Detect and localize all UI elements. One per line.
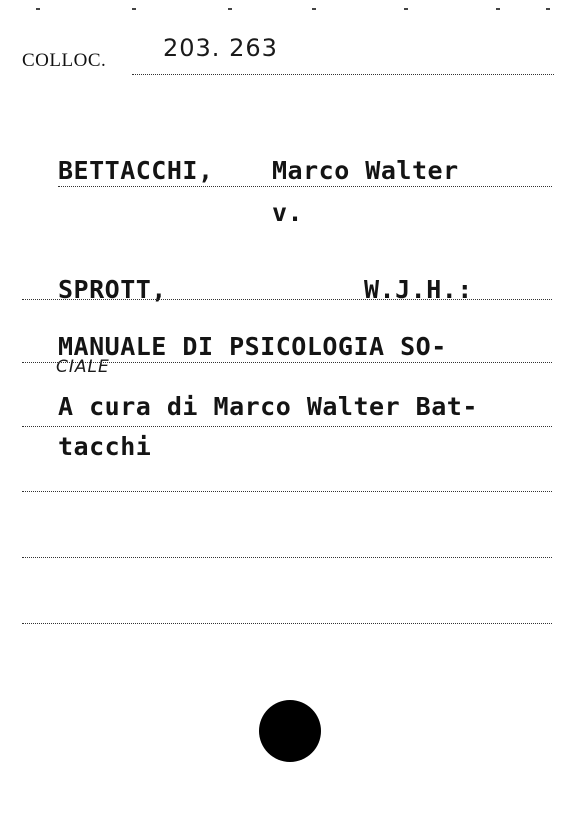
author-given-name: Marco Walter: [272, 156, 459, 185]
colloc-number: 203. 263: [163, 34, 278, 62]
top-edge-mark: [228, 8, 232, 10]
main-entry-surname: SPROTT,: [58, 275, 167, 304]
colloc-label: COLLOC.: [22, 50, 107, 71]
editor-dotted-line: [22, 426, 552, 427]
editor-line-2: tacchi: [58, 432, 152, 461]
title-handwritten-correction: CIALE: [56, 357, 110, 377]
top-edge-mark: [404, 8, 408, 10]
author-surname: BETTACCHI,: [58, 156, 214, 185]
main-entry-dotted-line: [22, 299, 552, 300]
blank-dotted-line: [22, 623, 552, 624]
see-reference: v.: [272, 198, 304, 227]
author-dotted-line: [58, 186, 552, 187]
top-edge-mark: [496, 8, 500, 10]
top-edge-mark: [132, 8, 136, 10]
top-edge-mark: [36, 8, 40, 10]
title-dotted-line: [22, 362, 552, 363]
punch-hole: [259, 700, 321, 762]
top-edge-mark: [312, 8, 316, 10]
main-entry-initials: W.J.H.:: [364, 275, 473, 304]
blank-dotted-line: [22, 491, 552, 492]
title-line-1: MANUALE DI PSICOLOGIA SO-: [58, 332, 447, 361]
editor-line-1: A cura di Marco Walter Bat-: [58, 392, 478, 421]
blank-dotted-line: [22, 557, 552, 558]
colloc-dotted-line: [132, 74, 554, 75]
top-edge-mark: [546, 8, 550, 10]
